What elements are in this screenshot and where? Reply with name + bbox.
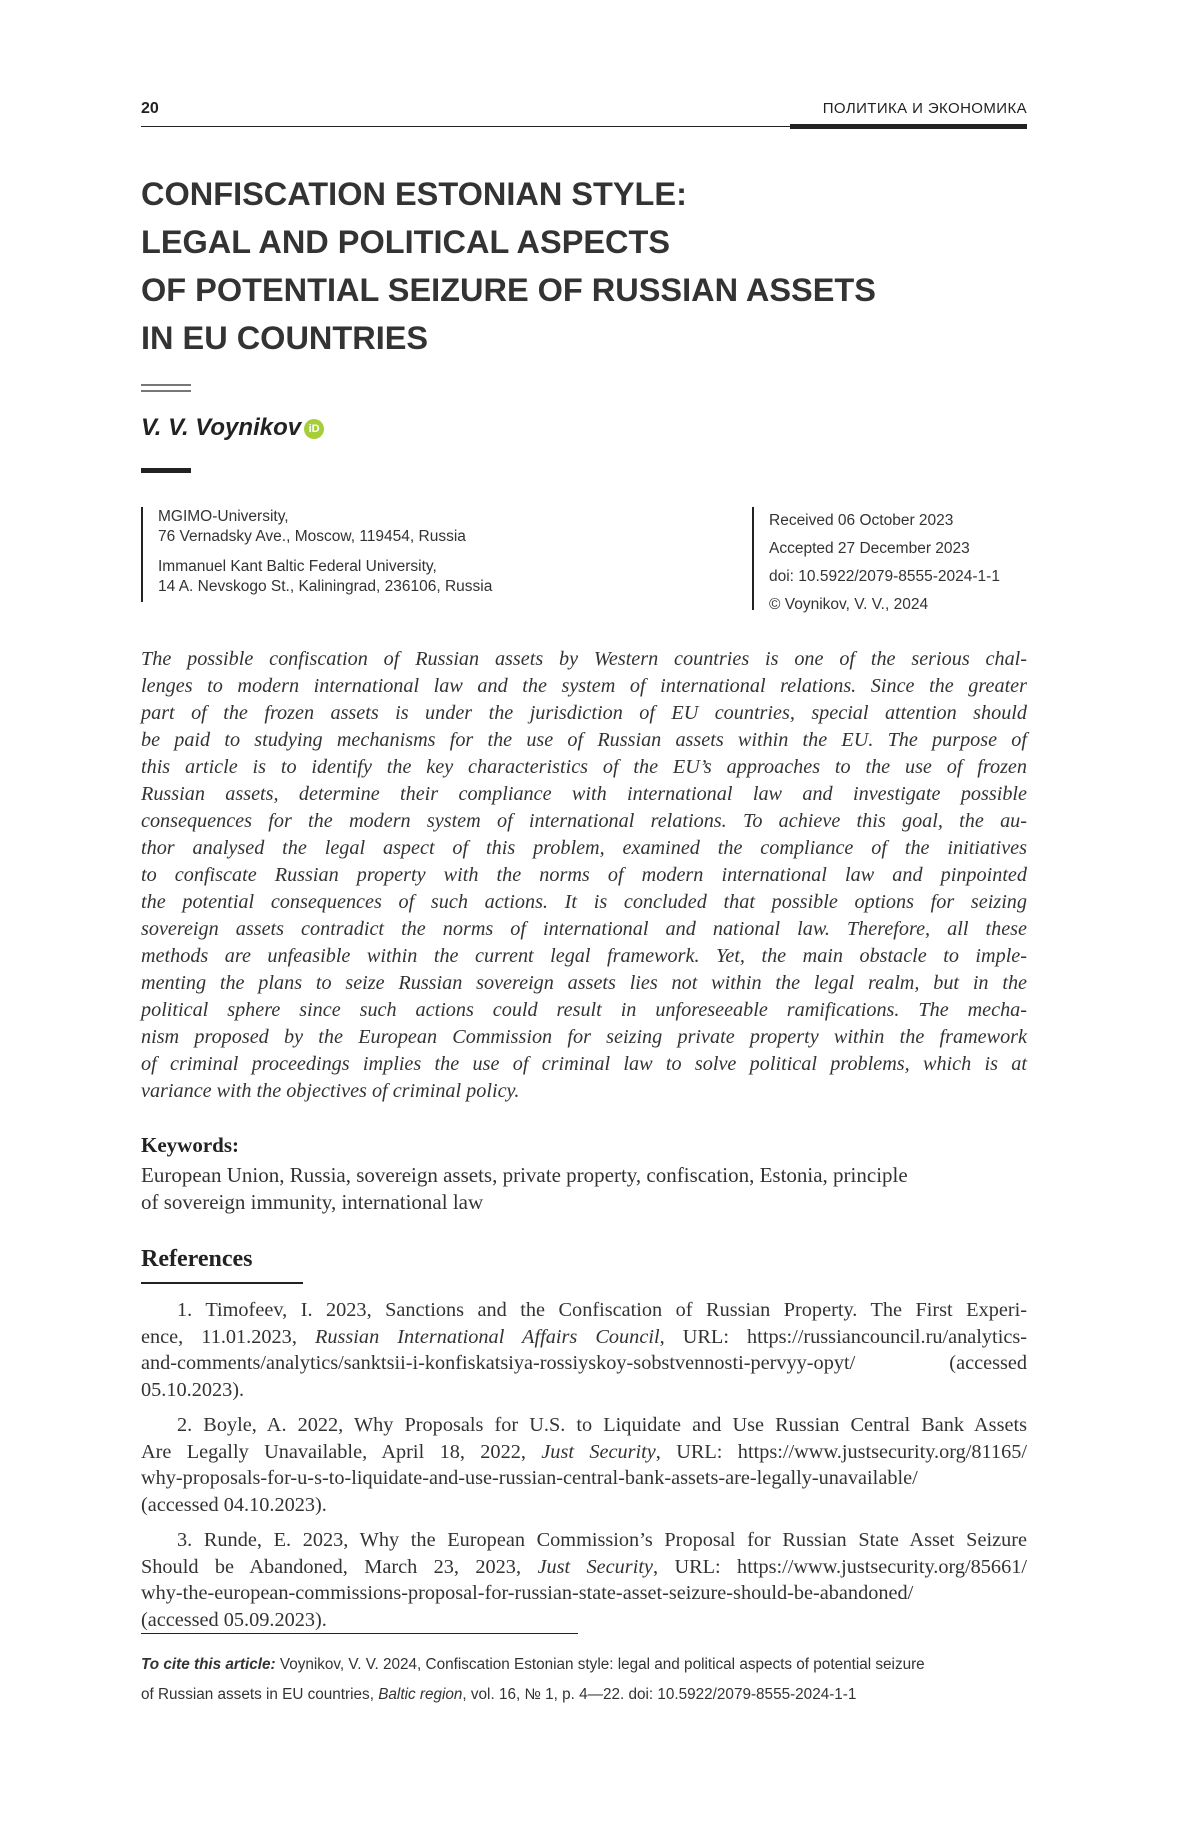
reference-line: (accessed 04.10.2023).	[141, 1493, 327, 1516]
reference-line: 05.10.2023).	[141, 1378, 245, 1401]
reference-item	[141, 1297, 1027, 1403]
affiliations	[141, 507, 578, 602]
reference-source: Russian International Affairs Council	[314, 1325, 660, 1348]
keywords-line: European Union, Russia, sovereign assets, private property, confiscation, Estonia, principle	[141, 1163, 908, 1187]
reference-url[interactable]: why-proposals-for-u-s-to-liquidate-and-use-russian-central-bank-assets-are-legally-unavailable/	[141, 1467, 918, 1489]
citation-doi[interactable]: , vol. 16, № 1, p. 4—22. doi: 10.5922/2079-8555-2024-1-1	[462, 1686, 857, 1703]
abstract-line: lenges to modern international law and the system of international relations. Since the greater	[141, 675, 1027, 697]
title-line: CONFISCATION ESTONIAN STYLE:	[141, 176, 687, 212]
orcid-icon[interactable]: iD	[304, 419, 324, 439]
reference-line: 2. Boyle, A. 2022, Why Proposals for U.S. to Liquidate and Use Russian Central Bank Assets	[177, 1414, 1027, 1436]
reference-line: 1. Timofeev, I. 2023, Sanctions and the Confiscation of Russian Property. The First Experi-	[177, 1299, 1027, 1321]
reference-source: Just Security	[541, 1440, 656, 1463]
reference-url[interactable]: , URL: https://www.justsecurity.org/81165/	[655, 1440, 1027, 1463]
reference-line: ence, 11.01.2023, Russian International Affairs Council, URL: https://russiancouncil.ru/analytics-	[141, 1325, 1027, 1348]
reference-item	[141, 1412, 1027, 1518]
footnote-rule	[141, 1633, 578, 1634]
references-underline	[141, 1282, 303, 1284]
keywords-line: of sovereign immunity, international law	[141, 1190, 484, 1214]
reference-source: Just Security	[537, 1555, 653, 1578]
abstract-line: be paid to studying mechanisms for the use of Russian assets within the EU. The purpose of	[141, 729, 1027, 751]
citation-line: To cite this article: Voynikov, V. V. 2024, Confiscation Estonian style: legal and political aspects of potential seizure	[141, 1656, 925, 1673]
abstract-line: consequences for the modern system of international relations. To achieve this goal, the au-	[141, 810, 1027, 832]
article-title	[141, 170, 1041, 362]
affiliation-name: MGIMO-University,	[158, 508, 289, 525]
reference-line: Should be Abandoned, March 23, 2023, Just Security, URL: https://www.justsecurity.org/85661/	[141, 1555, 1027, 1578]
abstract-line: nism proposed by the European Commission for seizing private property within the framework	[141, 1026, 1027, 1048]
abstract-line: this article is to identify the key characteristics of the EU’s approaches to the use of frozen	[141, 756, 1027, 778]
abstract-line: Russian assets, determine their compliance with international law and investigate possible	[141, 783, 1027, 805]
title-line: LEGAL AND POLITICAL ASPECTS	[141, 224, 671, 260]
title-line: IN EU COUNTRIES	[141, 320, 429, 356]
references-list	[141, 1297, 1027, 1642]
article-dates	[752, 507, 1000, 613]
reference-line: Are Legally Unavailable, April 18, 2022, Just Security, URL: https://www.justsecurity.org/81165/	[141, 1440, 1027, 1463]
abstract-line: thor analysed the legal aspect of this problem, examined the compliance of the initiatives	[141, 837, 1027, 859]
reference-url[interactable]: , URL: https://russiancouncil.ru/analytics-	[659, 1325, 1027, 1348]
abstract-line: sovereign assets contradict the norms of international and national law. Therefore, all these	[141, 918, 1027, 940]
abstract-line: menting the plans to seize Russian sovereign assets lies not within the legal realm, but in the	[141, 972, 1027, 994]
reference-item	[141, 1527, 1027, 1633]
accepted-date: Accepted 27 December 2023	[769, 540, 970, 557]
reference-url[interactable]: , URL: https://www.justsecurity.org/85661/	[652, 1555, 1027, 1578]
page-number: 20	[141, 100, 159, 117]
reference-url[interactable]: and-comments/analytics/sanktsii-i-konfiskatsiya-rossiyskoy-sobstvennosti-pervyy-opyt/ (accessed	[141, 1352, 1027, 1374]
received-date: Received 06 October 2023	[769, 512, 954, 529]
keywords-text	[141, 1162, 1027, 1216]
abstract-line: to confiscate Russian property with the norms of modern international law and pinpointed	[141, 864, 1027, 886]
citation-line: of Russian assets in EU countries, Baltic region, vol. 16, № 1, p. 4—22. doi: 10.5922/2079-8555-2024-1-1	[141, 1686, 857, 1703]
running-title: ПОЛИТИКА И ЭКОНОМИКА	[822, 100, 1027, 117]
abstract-line: part of the frozen assets is under the jurisdiction of EU countries, special attention should	[141, 702, 1027, 724]
keywords-heading: Keywords:	[141, 1133, 239, 1157]
abstract-line: methods are unfeasible within the current legal framework. Yet, the main obstacle to imple-	[141, 945, 1027, 967]
journal-name: Baltic region	[378, 1686, 463, 1703]
author-name: V. V. Voynikov	[141, 414, 302, 441]
reference-line: (accessed 05.09.2023).	[141, 1608, 327, 1631]
references-heading: References	[141, 1246, 253, 1272]
abstract-line: the potential consequences of such actions. It is concluded that possible options for seizing	[141, 891, 1027, 913]
title-line: OF POTENTIAL SEIZURE OF RUSSIAN ASSETS	[141, 272, 876, 308]
abstract-line: variance with the objectives of criminal policy.	[141, 1080, 520, 1102]
abstract-line: of criminal proceedings implies the use of criminal law to solve political problems, which is at	[141, 1053, 1027, 1075]
citation-label: To cite this article:	[141, 1656, 276, 1673]
title-divider-top	[141, 384, 191, 386]
abstract-line: The possible confiscation of Russian assets by Western countries is one of the serious chal-	[141, 648, 1027, 670]
abstract	[141, 646, 1027, 1105]
abstract-line: political sphere since such actions could result in unforeseeable ramifications. The mecha-	[141, 999, 1027, 1021]
author-line	[141, 414, 324, 442]
affiliation-address: 14 A. Nevskogo St., Kaliningrad, 236106, Russia	[158, 578, 493, 595]
header-rule-accent	[790, 124, 1027, 129]
title-divider-bottom	[141, 390, 191, 392]
reference-line: 3. Runde, E. 2023, Why the European Commission’s Proposal for Russian State Asset Seizure	[177, 1529, 1027, 1551]
affiliation-name: Immanuel Kant Baltic Federal University,	[158, 558, 437, 575]
affiliation-address: 76 Vernadsky Ave., Moscow, 119454, Russia	[158, 528, 466, 545]
copyright: © Voynikov, V. V., 2024	[769, 596, 929, 613]
author-divider	[141, 468, 191, 473]
reference-url[interactable]: why-the-european-commissions-proposal-for-russian-state-asset-seizure-should-be-abandoned/	[141, 1582, 914, 1604]
doi[interactable]: doi: 10.5922/2079-8555-2024-1-1	[769, 568, 1000, 585]
citation	[141, 1650, 1027, 1710]
